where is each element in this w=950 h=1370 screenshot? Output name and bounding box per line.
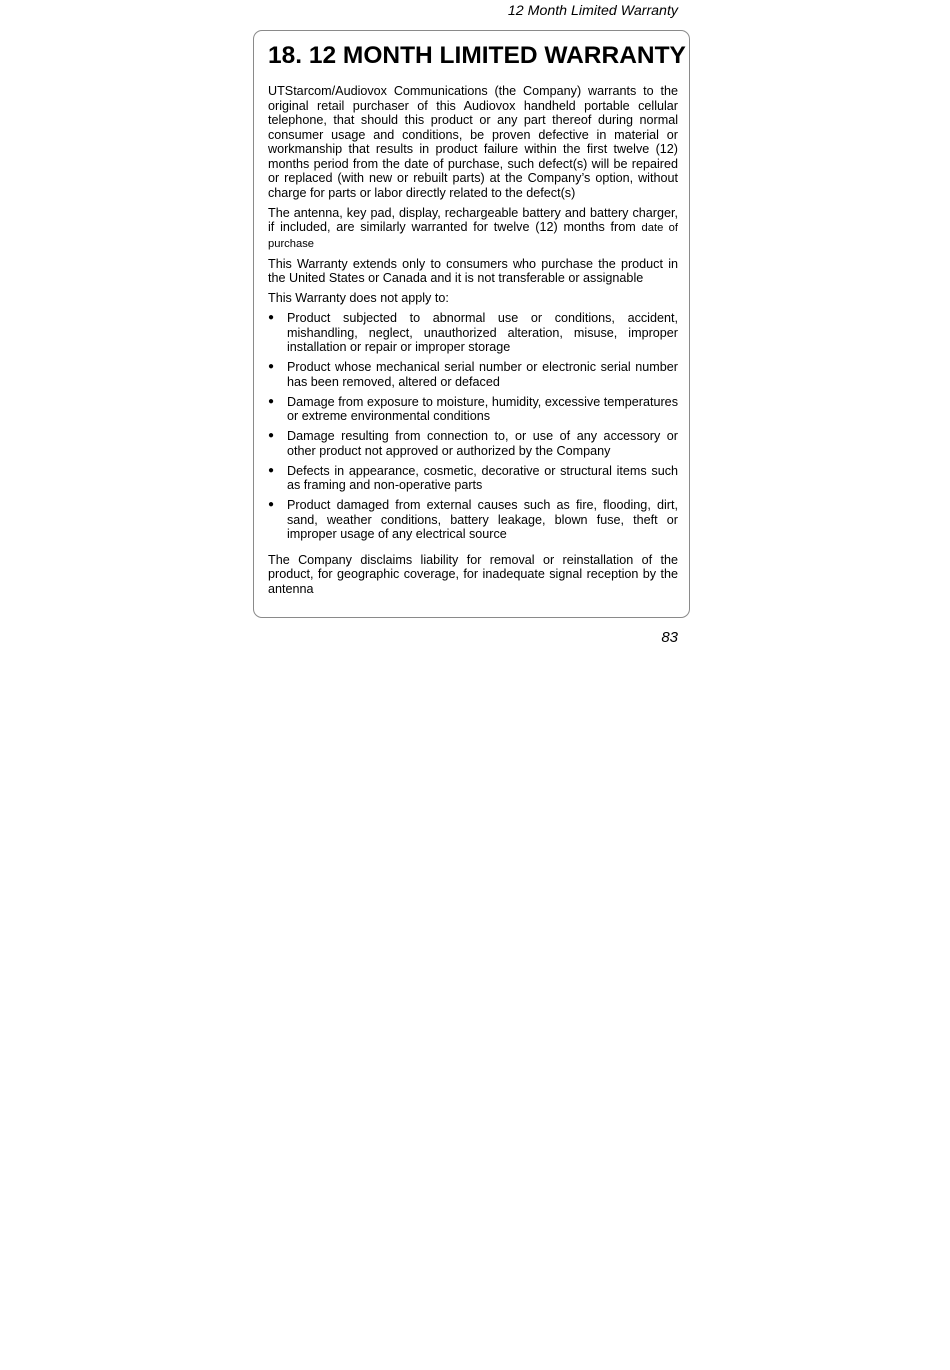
warranty-paragraph: UTStarcom/Audiovox Communications (the Company) warrants to the original retail purchaser of this Audiovox handheld portable cellular telephone, that should this product or any part thereof during normal consumer usage and conditions, be proven defective in material or workmanship that results in product failure within the first twelve (12) months period from the date of purchase, such defect(s) will be repaired or replaced (with new or rebuilt parts) at the Company’s option, without charge for parts or labor directly related to the defect(s) bbox=[268, 84, 678, 200]
disclaimer-paragraph: The Company disclaims liability for removal or reinstallation of the product, for geographic coverage, for inadequate signal reception by the antenna bbox=[268, 552, 678, 596]
exclusion-item bbox=[268, 464, 678, 493]
warranty-paragraph-tail: date of purchase bbox=[268, 222, 679, 250]
running-header: 12 Month Limited Warranty bbox=[507, 3, 678, 19]
exclusion-text: Damage resulting from connection to, or use of any accessory or other product not approved or authorized by the Company bbox=[287, 429, 678, 458]
bullet-icon: ● bbox=[268, 395, 275, 407]
bullet-icon: ● bbox=[268, 499, 275, 510]
page-number: 83 bbox=[661, 629, 678, 646]
exclusions-intro: This Warranty does not apply to: bbox=[268, 291, 449, 305]
warranty-paragraph-main: The antenna, key pad, display, rechargeable battery and battery charger, if included, are similarly warranted for twelve (12) months from bbox=[268, 205, 678, 234]
exclusion-item bbox=[268, 498, 678, 542]
exclusion-text: Product damaged from external causes such as fire, flooding, dirt, sand, weather conditions, battery leakage, blown fuse, theft or improper usage of any electrical source bbox=[287, 498, 678, 541]
bullet-icon: ● bbox=[268, 430, 275, 441]
exclusion-item bbox=[268, 311, 678, 355]
exclusion-item bbox=[268, 360, 678, 389]
exclusion-item bbox=[268, 395, 678, 424]
exclusion-text: Damage from exposure to moisture, humidity, excessive temperatures or extreme environmental conditions bbox=[287, 394, 678, 423]
exclusion-item bbox=[268, 429, 678, 458]
bullet-icon: ● bbox=[268, 312, 275, 323]
warranty-paragraph: This Warranty extends only to consumers who purchase the product in the United States or Canada and it is not transferable or assignable bbox=[268, 256, 678, 285]
exclusion-text: Defects in appearance, cosmetic, decorative or structural items such as framing and non-operative parts bbox=[287, 463, 678, 492]
section-title: 18. 12 MONTH LIMITED WARRANTY bbox=[268, 42, 686, 69]
bullet-icon: ● bbox=[268, 464, 275, 476]
warranty-paragraph bbox=[268, 206, 678, 252]
exclusion-text: Product whose mechanical serial number or electronic serial number has been removed, altered or defaced bbox=[287, 360, 678, 389]
warranty-body bbox=[268, 84, 678, 602]
bullet-icon: ● bbox=[268, 361, 275, 372]
exclusions-list bbox=[268, 311, 678, 542]
exclusion-text: Product subjected to abnormal use or conditions, accident, mishandling, neglect, unauthorized alteration, misuse, improper installation or repair or improper storage bbox=[287, 311, 678, 354]
